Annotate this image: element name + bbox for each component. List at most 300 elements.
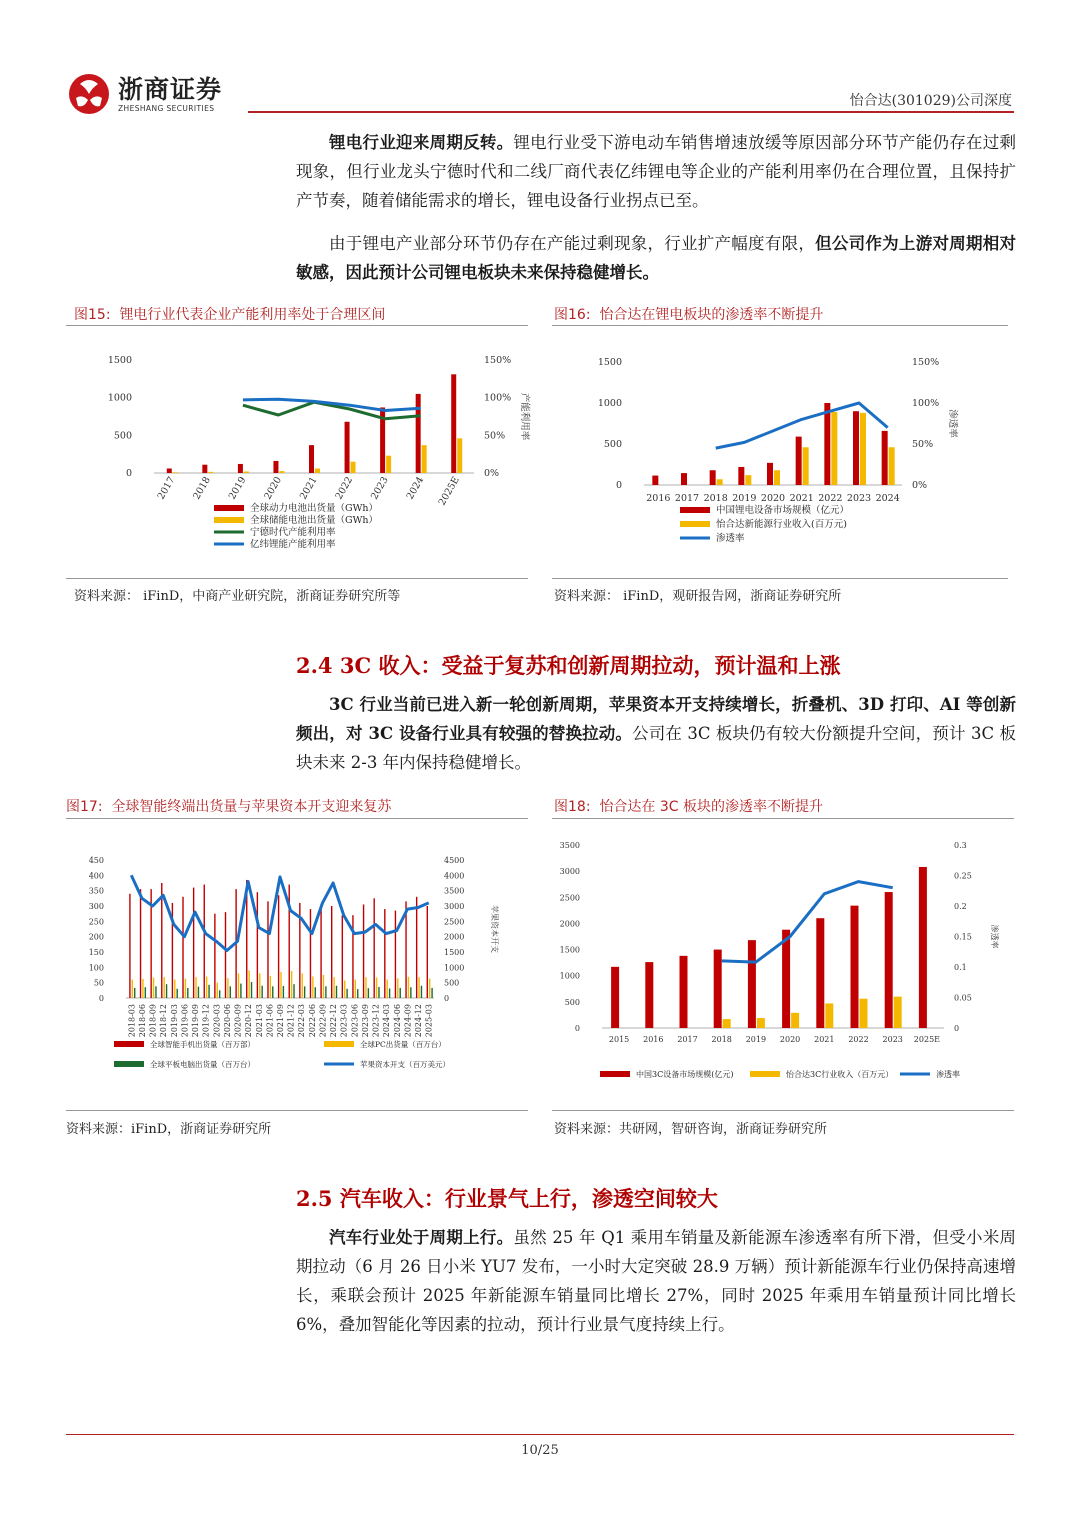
x-tick-label: 2025-03 <box>424 1004 434 1038</box>
bar-1 <box>310 909 311 998</box>
bar-1 <box>885 892 893 1028</box>
bar-2 <box>259 973 260 998</box>
bar-3 <box>357 989 358 998</box>
bar-2 <box>333 977 334 998</box>
y2-tick-label: 100% <box>484 392 512 404</box>
bar-2 <box>429 979 430 998</box>
y2-tick-label: 0.15 <box>954 932 972 942</box>
bar-1 <box>748 940 756 1028</box>
bar-2 <box>422 445 427 473</box>
y2-tick-label: 0% <box>912 480 928 491</box>
bar-2 <box>774 470 780 485</box>
fig18-number: 图18: <box>554 799 591 815</box>
x-tick-label: 2024-06 <box>392 1004 402 1038</box>
x-tick-label: 2023 <box>882 1035 903 1044</box>
paragraph-lithium-outlook <box>296 229 1016 287</box>
bar-2 <box>387 980 388 998</box>
fig16-source: 资料来源： iFinD，观研报告网，浙商证券研究所 <box>554 589 842 604</box>
x-tick-label: 2023-03 <box>339 1004 349 1038</box>
bar-1 <box>816 918 824 1028</box>
bar-2 <box>745 475 751 485</box>
y2-tick-label: 50% <box>912 439 934 450</box>
bar-1 <box>204 885 205 998</box>
fig18-title <box>554 796 823 816</box>
legend-swatch <box>114 1041 144 1047</box>
bar-2 <box>280 972 281 998</box>
x-tick-label: 2018-09 <box>148 1004 158 1038</box>
bar-1 <box>129 894 130 998</box>
y-tick-label: 3500 <box>559 841 580 850</box>
bar-1 <box>782 930 790 1028</box>
y-tick-label: 0 <box>615 480 622 491</box>
legend-label: 中国3C设备市场规模(亿元) <box>636 1070 734 1079</box>
x-tick-label: 2023-06 <box>350 1004 360 1038</box>
fig15-source: 资料来源： iFinD，中商产业研究院，浙商证券研究所等 <box>74 589 401 604</box>
bar-3 <box>145 987 146 998</box>
paragraph-lead: 3C 行业当前已进入新一轮创新周期，苹果资本开支持续增长，折叠机、3D 打印、AI 等创新频出，对 3C 设备行业具有较强的替换拉动。 <box>296 695 1016 743</box>
legend-label: 亿纬锂能产能利用率 <box>250 539 336 550</box>
bar-1 <box>161 883 162 998</box>
bar-3 <box>378 987 379 998</box>
legend-label: 全球智能手机出货量（百万部） <box>150 1040 255 1049</box>
fig16-chart <box>552 335 1008 575</box>
fig16-title <box>554 304 823 324</box>
bar-3 <box>208 985 209 998</box>
y2-tick-label: 150% <box>484 355 512 366</box>
y-tick-label: 200 <box>88 932 104 942</box>
y-tick-label: 300 <box>88 902 104 911</box>
bar-3 <box>293 984 294 998</box>
bar-1 <box>796 437 802 485</box>
bar-3 <box>166 984 167 998</box>
bar-2 <box>238 973 239 998</box>
footer-divider <box>66 1434 1014 1435</box>
bar-1 <box>238 464 243 473</box>
paragraph-lead: 锂电行业迎来周期反转。 <box>329 133 514 152</box>
bar-1 <box>320 904 321 998</box>
y2-tick-label: 3000 <box>444 902 465 911</box>
legend-label: 怡合达新能源行业收入(百万元) <box>716 519 847 530</box>
bar-2 <box>351 462 356 473</box>
fig15-top-rule <box>66 325 528 326</box>
bar-2 <box>142 979 143 998</box>
bar-2 <box>717 479 723 485</box>
bar-2 <box>723 1019 731 1028</box>
x-tick-label: 2019-03 <box>169 1004 179 1038</box>
paragraph-body: 虽然 25 年 Q1 乘用车销量及新能源车渗透率有所下滑，但受小米周期拉动（6 月 26 日小米 YU7 发布，一小时大定突破 28.9 万辆）预计新能源车行业仍保持高速增长，乘联会预计 2025 年新能源车销量同比增长 27%，同时 2025 年乘用车销量预计同比增长 6%，叠加智能化等因素的拉动，预计行业景气度持续上行。 <box>296 1228 1017 1334</box>
y2-tick-label: 100% <box>912 398 940 409</box>
x-tick-label: 2018 <box>703 493 728 504</box>
bar-3 <box>368 988 369 998</box>
x-tick-label: 2020-12 <box>244 1004 254 1038</box>
x-tick-label: 2015 <box>608 1035 630 1044</box>
y-tick-label: 350 <box>88 886 104 896</box>
bar-2 <box>831 412 837 485</box>
y2-tick-label: 0.3 <box>954 841 967 850</box>
bar-1 <box>395 911 396 998</box>
fig15-bottom-rule <box>66 578 528 579</box>
fig18-bottom-rule <box>552 1110 1014 1111</box>
bar-1 <box>714 950 722 1028</box>
bar-1 <box>451 374 456 473</box>
bar-1 <box>710 470 716 485</box>
x-tick-label: 2020-03 <box>212 1004 222 1038</box>
bar-1 <box>214 914 215 998</box>
bar-1 <box>427 906 428 998</box>
y-tick-label: 250 <box>88 917 104 927</box>
y2-tick-label: 2500 <box>444 917 465 927</box>
legend-label: 全球储能电池出货量（GWh） <box>250 515 378 526</box>
bar-3 <box>155 986 156 998</box>
x-tick-label: 2016 <box>646 493 671 504</box>
bar-3 <box>272 986 273 998</box>
bar-1 <box>681 473 687 485</box>
bar-2 <box>376 977 377 998</box>
paragraph-body: 由于锂电产业部分环节仍存在产能过剩现象，行业扩产幅度有限， <box>329 234 816 253</box>
fig18-caption: 怡合达在 3C 板块的渗透率不断提升 <box>599 799 824 815</box>
y2-tick-label: 4000 <box>444 871 465 881</box>
y-tick-label: 0 <box>98 994 104 1003</box>
fig17-bottom-rule <box>66 1110 528 1111</box>
y-tick-label: 400 <box>88 871 104 881</box>
bar-3 <box>421 986 422 998</box>
bar-2 <box>408 977 409 998</box>
fig15-chart <box>66 335 528 575</box>
y-tick-label: 500 <box>603 439 622 450</box>
y-tick-label: 1500 <box>107 355 132 366</box>
paragraph-body: 公司在 3C 板块仍有较大份额提升空间，预计 3C 板块未来 2-3 年内保持稳健增长。 <box>296 724 1016 772</box>
bar-1 <box>919 867 927 1028</box>
x-tick-label: 2021 <box>814 1035 835 1044</box>
bar-1 <box>384 909 385 998</box>
x-tick-label: 2021-12 <box>286 1004 296 1038</box>
x-tick-label: 2020-09 <box>233 1004 243 1038</box>
bar-1 <box>738 467 744 485</box>
x-tick-label: 2022 <box>848 1035 869 1044</box>
bar-1 <box>278 895 279 998</box>
bar-1 <box>273 461 278 473</box>
y2-tick-label: 0.05 <box>954 993 972 1003</box>
bar-3 <box>230 986 231 998</box>
y-tick-label: 50 <box>93 978 104 988</box>
paragraph-lead: 汽车行业处于周期上行。 <box>329 1228 514 1247</box>
y-tick-label: 450 <box>88 856 104 865</box>
legend-swatch <box>680 507 710 513</box>
bar-2 <box>217 983 218 998</box>
series-line-1 <box>722 882 893 963</box>
bar-2 <box>803 447 809 485</box>
x-tick-label: 2018-12 <box>159 1004 169 1038</box>
bar-3 <box>336 986 337 998</box>
bar-3 <box>261 986 262 998</box>
y2-tick-label: 1500 <box>444 948 465 957</box>
fig16-caption: 怡合达在锂电板块的渗透率不断提升 <box>599 307 824 323</box>
bar-3 <box>315 987 316 998</box>
legend-swatch <box>680 521 710 527</box>
bar-3 <box>219 990 220 998</box>
bar-1 <box>416 394 421 473</box>
bar-1 <box>373 898 374 998</box>
paragraph-3c <box>296 690 1016 777</box>
x-tick-label: 2023-09 <box>360 1004 370 1038</box>
x-tick-label: 2022-12 <box>329 1004 339 1038</box>
y-tick-label: 150 <box>88 948 104 957</box>
fig16-bottom-rule <box>552 578 1008 579</box>
paragraph-lithium-cycle <box>296 128 1016 215</box>
bar-2 <box>227 978 228 998</box>
fig17-top-rule <box>66 818 528 819</box>
y-tick-label: 500 <box>564 997 580 1007</box>
x-tick-label: 2016 <box>643 1035 664 1044</box>
bar-1 <box>331 906 332 998</box>
x-tick-label: 2019-12 <box>201 1004 211 1038</box>
y-tick-label: 2500 <box>559 893 580 903</box>
bar-1 <box>257 892 258 998</box>
bar-3 <box>346 989 347 998</box>
legend-label: 怡合达3C行业收入（百万元） <box>786 1070 894 1079</box>
bar-2 <box>355 980 356 998</box>
bar-2 <box>153 977 154 998</box>
fig16-top-rule <box>552 325 1008 326</box>
bar-2 <box>418 977 419 998</box>
bar-3 <box>251 982 252 998</box>
y-tick-label: 1000 <box>559 971 580 981</box>
bar-2 <box>279 471 284 473</box>
bar-3 <box>400 988 401 998</box>
bar-2 <box>757 1018 765 1028</box>
bar-2 <box>825 1003 833 1028</box>
x-tick-label: 2017 <box>674 493 700 504</box>
paragraph-emphasis: 但公司作为上游对周期相对敏感，因此预计公司锂电板块未来保持稳健增长。 <box>296 234 1017 282</box>
bar-3 <box>389 988 390 998</box>
fig17-source: 资料来源：iFinD，浙商证券研究所 <box>66 1122 272 1137</box>
x-tick-label: 2020 <box>760 493 786 504</box>
bar-1 <box>652 476 658 485</box>
bar-1 <box>225 912 226 998</box>
fig17-chart <box>66 845 528 1105</box>
paragraph-auto <box>296 1223 1016 1339</box>
bar-2 <box>163 977 164 998</box>
bar-2 <box>195 977 196 998</box>
bar-2 <box>291 971 292 998</box>
fig15-title <box>74 304 385 324</box>
bar-3 <box>283 986 284 998</box>
x-tick-label: 2021-06 <box>265 1004 275 1038</box>
bar-2 <box>860 999 868 1028</box>
fig17-caption: 全球智能终端出货量与苹果资本开支迎来复苏 <box>111 799 392 815</box>
y2-tick-label: 500 <box>444 978 460 988</box>
legend-label: 全球动力电池出货量（GWh） <box>250 503 378 514</box>
bar-1 <box>853 411 859 485</box>
y2-tick-label: 3500 <box>444 886 465 896</box>
bar-3 <box>240 984 241 998</box>
bar-2 <box>894 997 902 1028</box>
x-tick-label: 2020 <box>779 1035 801 1044</box>
x-tick-label: 2024-12 <box>414 1004 424 1038</box>
bar-2 <box>315 468 320 473</box>
bar-1 <box>345 422 350 473</box>
paragraph-body: 锂电行业受下游电动车销售增速放缓等原因部分环节产能仍存在过剩现象，但行业龙头宁德时代和二线厂商代表亿纬锂电等企业的产能利用率仍在合理位置，且保持扩产节奏，随着储能需求的增长，锂电设备行业拐点已至。 <box>296 133 1017 210</box>
bar-2 <box>173 472 178 473</box>
bar-2 <box>860 413 866 485</box>
y2-tick-label: 0.2 <box>954 902 967 911</box>
legend-label: 渗透率 <box>716 533 745 544</box>
bar-1 <box>882 431 888 485</box>
y-tick-label: 0 <box>574 1024 580 1033</box>
y2-tick-label: 0% <box>484 468 500 479</box>
bar-2 <box>365 977 366 998</box>
x-tick-label: 2024-03 <box>382 1004 392 1038</box>
bar-2 <box>132 980 133 998</box>
y-tick-label: 2000 <box>559 919 580 929</box>
x-tick-label: 2023 <box>846 493 872 504</box>
x-tick-label: 2019-09 <box>191 1004 201 1038</box>
x-tick-label: 2019-06 <box>180 1004 190 1038</box>
fig15-number: 图15: <box>74 307 111 323</box>
bar-3 <box>198 987 199 998</box>
x-tick-label: 2018 <box>711 1035 732 1044</box>
bar-1 <box>202 465 207 473</box>
x-tick-label: 2018 <box>191 475 213 502</box>
bar-2 <box>302 973 303 998</box>
bar-3 <box>304 986 305 998</box>
y2-tick-label: 150% <box>912 357 940 368</box>
y2-tick-label: 0 <box>954 1024 960 1033</box>
y2-axis-label: 苹果资本开支 <box>490 905 499 953</box>
x-tick-label: 2024-09 <box>403 1004 413 1038</box>
bar-3 <box>176 989 177 998</box>
bar-2 <box>344 981 345 998</box>
bar-3 <box>410 987 411 998</box>
fig17-number: 图17: <box>66 799 103 815</box>
y-tick-label: 500 <box>113 430 132 442</box>
bar-3 <box>134 988 135 998</box>
bar-1 <box>611 967 619 1028</box>
x-tick-label: 2020 <box>262 475 285 502</box>
bar-3 <box>187 988 188 998</box>
x-tick-label: 2018-03 <box>127 1004 137 1038</box>
y2-tick-label: 0.25 <box>954 871 972 881</box>
bar-2 <box>791 1013 799 1028</box>
x-tick-label: 2022-06 <box>307 1004 317 1038</box>
legend-swatch <box>214 505 244 511</box>
bar-1 <box>680 956 688 1028</box>
y2-tick-label: 0 <box>444 994 450 1003</box>
brand-logo-mark <box>66 72 112 116</box>
legend-swatch <box>324 1041 354 1047</box>
legend-label: 苹果资本开支（百万美元） <box>360 1060 450 1069</box>
bar-2 <box>244 471 249 473</box>
page-number: 10/25 <box>521 1443 559 1458</box>
bar-1 <box>309 445 314 473</box>
x-tick-label: 2022-09 <box>318 1004 328 1038</box>
y2-tick-label: 50% <box>484 430 506 442</box>
bar-1 <box>193 888 194 998</box>
y2-axis-label: 渗透率 <box>990 924 999 949</box>
y-tick-label: 0 <box>125 468 132 479</box>
legend-swatch <box>600 1071 630 1077</box>
x-tick-label: 2021-03 <box>254 1004 264 1038</box>
bar-1 <box>267 901 268 998</box>
bar-1 <box>342 915 343 998</box>
bar-1 <box>140 889 141 998</box>
x-tick-label: 2023 <box>369 475 391 502</box>
legend-swatch <box>114 1061 144 1067</box>
y-tick-label: 1000 <box>597 398 622 409</box>
y-tick-label: 3000 <box>559 867 580 877</box>
bar-3 <box>325 986 326 998</box>
bar-2 <box>889 447 895 485</box>
y-tick-label: 100 <box>88 963 104 973</box>
bar-2 <box>206 977 207 998</box>
y-tick-label: 1500 <box>597 357 622 368</box>
bar-3 <box>431 988 432 998</box>
legend-label: 宁德时代产能利用率 <box>250 527 336 538</box>
x-tick-label: 2020-06 <box>222 1004 232 1038</box>
x-tick-label: 2019 <box>745 1035 767 1044</box>
x-tick-label: 2017 <box>155 475 178 502</box>
bar-2 <box>174 980 175 998</box>
y2-tick-label: 1000 <box>444 963 465 973</box>
x-tick-label: 2022 <box>333 475 356 502</box>
x-tick-label: 2025E <box>436 475 462 508</box>
legend-swatch <box>214 517 244 523</box>
x-tick-label: 2024 <box>404 475 427 502</box>
legend-label: 中国锂电设备市场规模（亿元） <box>716 505 850 516</box>
brand-name: 浙商证券 <box>118 75 223 104</box>
x-tick-label: 2021 <box>297 475 320 502</box>
x-tick-label: 2018-06 <box>137 1004 147 1038</box>
bar-1 <box>182 897 183 998</box>
x-tick-label: 2022 <box>818 493 843 504</box>
series-line-1 <box>131 875 428 950</box>
x-tick-label: 2024 <box>875 493 900 504</box>
bar-1 <box>645 962 653 1028</box>
y2-axis-label: 产能利用率 <box>519 392 530 441</box>
bar-1 <box>416 897 417 998</box>
section-2-5-heading: 2.5 汽车收入：行业景气上行，渗透空间较大 <box>296 1186 718 1211</box>
fig15-caption: 锂电行业代表企业产能利用率处于合理区间 <box>119 307 386 323</box>
legend-swatch <box>750 1071 780 1077</box>
y2-tick-label: 4500 <box>444 856 465 865</box>
y-tick-label: 1500 <box>559 945 580 955</box>
bar-2 <box>248 970 249 998</box>
x-tick-label: 2019 <box>226 475 249 502</box>
x-tick-label: 2017 <box>677 1035 698 1044</box>
y-tick-label: 1000 <box>107 392 132 404</box>
bar-2 <box>185 979 186 998</box>
section-2-4-heading: 2.4 3C 收入：受益于复苏和创新周期拉动，预计温和上涨 <box>296 653 841 678</box>
fig17-title <box>66 796 391 816</box>
bar-2 <box>208 472 213 473</box>
fig18-chart <box>552 835 1014 1105</box>
bar-1 <box>824 403 830 485</box>
bar-1 <box>363 904 364 998</box>
y2-tick-label: 0.1 <box>954 963 967 972</box>
x-tick-label: 2019 <box>732 493 757 504</box>
x-tick-label: 2023-12 <box>371 1004 381 1038</box>
bar-2 <box>386 456 391 473</box>
x-tick-label: 2021 <box>789 493 814 504</box>
fig18-top-rule <box>552 818 1014 819</box>
legend-label: 渗透率 <box>936 1070 960 1079</box>
bar-2 <box>312 977 313 998</box>
legend-label: 全球PC出货量（百万台） <box>360 1040 446 1049</box>
x-tick-label: 2025E <box>913 1035 941 1044</box>
bar-2 <box>397 978 398 998</box>
bar-2 <box>323 975 324 998</box>
fig16-number: 图16: <box>554 307 591 323</box>
